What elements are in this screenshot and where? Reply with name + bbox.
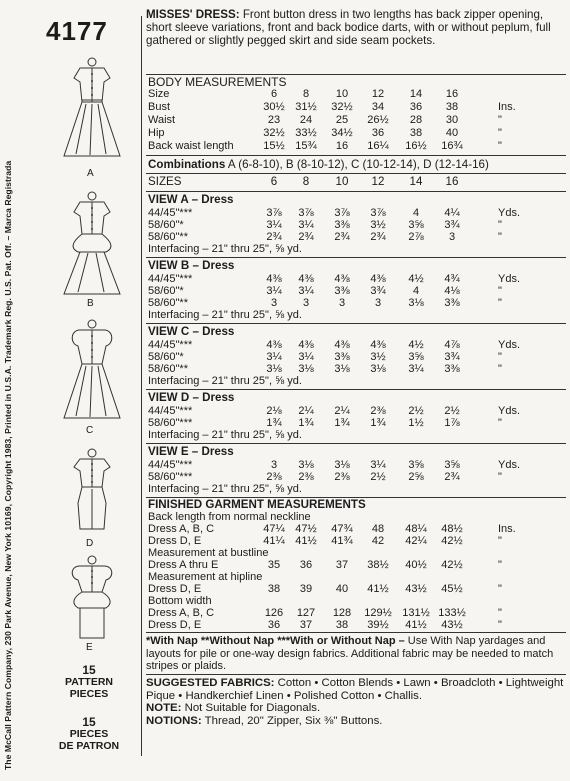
cell-size-5: 2⅞ [408, 231, 424, 243]
cell-size-5: 4 [412, 285, 420, 297]
unit-label: " [498, 583, 502, 595]
cell-size-4: 12 [371, 88, 385, 100]
cell-size-1: 1¾ [266, 417, 282, 429]
body-row-size [146, 88, 566, 100]
cell-size-1: 15½ [263, 140, 285, 152]
row-label: Hip [148, 127, 165, 139]
interfacing-note: Interfacing – 21" thru 25", ⅝ yd. [148, 375, 302, 387]
copyright-text: The McCall Pattern Company, 230 Park Avenue, New York 10169, Copyright 1983, Printed in U.S.A. Trademark Reg. U.S. Pat. Off. – Marca Registrada [3, 160, 13, 770]
cell-size-4: 2½ [370, 471, 386, 483]
cell-size-6: 133½ [438, 607, 466, 619]
cell-size-2: 33½ [295, 127, 317, 139]
cell-size-2: 3¼ [298, 351, 314, 363]
cell-size-1: 2⅜ [266, 471, 282, 483]
yardage-row [146, 459, 566, 471]
cell-size-1: 2¾ [266, 231, 282, 243]
nap-explanation: Use With Nap yardages and layouts for pile or one-way design fabrics. Additional fabric may be needed to match stripes or plaids. [146, 635, 554, 672]
cell-size-5: 38 [409, 127, 423, 139]
finished-row [146, 535, 566, 547]
cell-size-2: 127 [296, 607, 316, 619]
notions-label: NOTIONS: [146, 714, 202, 727]
cell-size-4: 2¾ [370, 231, 386, 243]
either-nap-label: ***With or Without Nap – [277, 635, 405, 647]
cell-size-6: 40 [445, 127, 459, 139]
row-label: 44/45"*** [148, 459, 193, 471]
size-8: 8 [302, 175, 310, 188]
cell-size-4: 16¼ [367, 140, 389, 152]
row-label: Back waist length [148, 140, 234, 152]
divider-line [146, 443, 566, 444]
row-label: Dress D, E [148, 535, 202, 547]
unit-label: Yds. [498, 405, 521, 417]
body-measurements-title: BODY MEASUREMENTS [148, 75, 287, 89]
cell-size-6: 3 [448, 231, 456, 243]
unit-label: " [498, 285, 502, 297]
cell-size-4: 3½ [370, 219, 386, 231]
row-label: 58/60"*** [148, 471, 193, 483]
cell-size-6: 4⅛ [444, 285, 460, 297]
row-label: 58/60"* [148, 285, 184, 297]
without-nap-label: **Without Nap [200, 635, 275, 647]
cell-size-4: 3 [374, 297, 382, 309]
finished-subheading: Measurement at hipline [148, 571, 263, 583]
cell-size-6: 4¼ [444, 207, 460, 219]
cell-size-3: 3⅛ [334, 459, 350, 471]
cell-size-2: 15¾ [295, 140, 317, 152]
cell-size-2: 4⅜ [298, 273, 314, 285]
cell-size-2: 36 [299, 559, 313, 571]
row-label: Dress A, B, C [148, 523, 215, 535]
interfacing-note: Interfacing – 21" thru 25", ⅝ yd. [148, 309, 302, 321]
finished-row [146, 619, 566, 631]
row-label: Size [148, 88, 170, 100]
combinations-line [148, 158, 489, 171]
note-text: Not Suitable for Diagonals. [184, 702, 321, 714]
unit-label: " [498, 231, 502, 243]
interfacing-note: Interfacing – 21" thru 25", ⅝ yd. [148, 483, 302, 495]
unit-label: " [498, 140, 502, 152]
cell-size-1: 2⅛ [266, 405, 282, 417]
finished-measurements-title: FINISHED GARMENT MEASUREMENTS [148, 498, 366, 511]
cell-size-5: 16½ [405, 140, 427, 152]
unit-label: " [498, 471, 502, 483]
row-label: Dress D, E [148, 583, 202, 595]
cell-size-6: 42½ [441, 559, 463, 571]
combinations-label: Combinations [148, 158, 226, 171]
cell-size-4: 3¾ [370, 285, 386, 297]
cell-size-4: 38½ [367, 559, 389, 571]
view-b-sketch [52, 190, 132, 302]
cell-size-1: 23 [267, 114, 281, 126]
unit-label: " [498, 363, 502, 375]
finished-subheading: Back length from normal neckline [148, 511, 311, 523]
unit-label: Yds. [498, 339, 521, 351]
cell-size-2: 2¾ [298, 231, 314, 243]
unit-label: " [498, 127, 502, 139]
row-label: 44/45"*** [148, 405, 193, 417]
row-label: 44/45"*** [148, 207, 193, 219]
unit-label: Yds. [498, 459, 521, 471]
cell-size-6: 3⅜ [444, 363, 460, 375]
cell-size-5: 4½ [408, 339, 424, 351]
cell-size-1: 3¼ [266, 219, 282, 231]
cell-size-3: 25 [335, 114, 349, 126]
row-label: 58/60"* [148, 219, 184, 231]
cell-size-4: 26½ [367, 114, 389, 126]
row-label: Dress D, E [148, 619, 202, 631]
cell-size-4: 3½ [370, 351, 386, 363]
unit-label: " [498, 114, 502, 126]
unit-label: " [498, 559, 502, 571]
view-e-sketch [52, 554, 132, 644]
cell-size-4: 4⅜ [370, 339, 386, 351]
cell-size-6: 3⅝ [444, 459, 460, 471]
cell-size-5: 48¼ [405, 523, 427, 535]
cell-size-6: 16¾ [441, 140, 463, 152]
unit-label: " [498, 607, 502, 619]
cell-size-1: 3¼ [266, 351, 282, 363]
cell-size-4: 48 [371, 523, 385, 535]
yardage-row [146, 219, 566, 231]
cell-size-5: 4½ [408, 273, 424, 285]
divider-line [146, 323, 566, 324]
cell-size-3: 34½ [331, 127, 353, 139]
cell-size-1: 3⅛ [266, 363, 282, 375]
cell-size-6: 43½ [441, 619, 463, 631]
cell-size-3: 4⅜ [334, 273, 350, 285]
cell-size-2: 39 [299, 583, 313, 595]
pieces-fr-line-1: PIECES [69, 728, 109, 740]
cell-size-1: 3 [270, 297, 278, 309]
cell-size-6: 45½ [441, 583, 463, 595]
cell-size-2: 3⅛ [298, 459, 314, 471]
cell-size-1: 126 [264, 607, 284, 619]
unit-label: Ins. [498, 523, 516, 535]
yardage-row [146, 471, 566, 483]
yardage-row [146, 339, 566, 351]
cell-size-4: 3¼ [370, 459, 386, 471]
cell-size-2: 31½ [295, 101, 317, 113]
cell-size-4: 3⅛ [370, 363, 386, 375]
cell-size-1: 35 [267, 559, 281, 571]
nap-legend [146, 635, 566, 673]
body-row-bust [146, 101, 566, 113]
row-label: 58/60"* [148, 351, 184, 363]
pattern-number: 4177 [46, 16, 108, 46]
cell-size-2: 3⅛ [298, 363, 314, 375]
cell-size-3: 3⅞ [334, 207, 350, 219]
cell-size-1: 6 [270, 88, 278, 100]
cell-size-5: 42¼ [405, 535, 427, 547]
cell-size-2: 24 [299, 114, 313, 126]
sizes-label: SIZES [148, 175, 182, 188]
divider-line [146, 674, 566, 675]
pattern-pieces-english [34, 664, 144, 700]
fabrics-label: SUGGESTED FABRICS: [146, 677, 275, 689]
row-label: 58/60"** [148, 231, 188, 243]
row-label: 58/60"*** [148, 417, 193, 429]
pattern-pieces-french [34, 716, 144, 752]
cell-size-3: 41¾ [331, 535, 353, 547]
cell-size-1: 38 [267, 583, 281, 595]
note-label: NOTE: [146, 702, 182, 714]
cell-size-5: 14 [409, 88, 423, 100]
cell-size-6: 1⅞ [444, 417, 460, 429]
divider-line [146, 632, 566, 633]
interfacing-note: Interfacing – 21" thru 25", ⅝ yd. [148, 243, 302, 255]
yardage-row [146, 417, 566, 429]
cell-size-5: 2½ [408, 405, 424, 417]
row-label: Waist [148, 114, 176, 126]
finished-row [146, 559, 566, 571]
fabrics-list: Cotton • Cotton Blends • Lawn • Broadcloth • Lightweight Pique • Handkerchief Linen • Polished Cotton • Challis. [146, 677, 564, 702]
cell-size-5: 3⅛ [408, 297, 424, 309]
suggested-fabrics [146, 677, 566, 727]
cell-size-1: 3⅞ [266, 207, 282, 219]
finished-subheading: Measurement at bustline [148, 547, 269, 559]
view-d-yardage-title: VIEW D – Dress [148, 391, 235, 404]
yardage-row [146, 351, 566, 363]
cell-size-6: 2½ [444, 405, 460, 417]
row-label: Dress A thru E [148, 559, 219, 571]
cell-size-1: 36 [267, 619, 281, 631]
unit-label: " [498, 535, 502, 547]
cell-size-2: 37 [299, 619, 313, 631]
cell-size-4: 129½ [364, 607, 392, 619]
cell-size-2: 3 [302, 297, 310, 309]
unit-label: " [498, 219, 502, 231]
view-d-sketch [52, 447, 132, 535]
finished-row [146, 523, 566, 535]
cell-size-1: 3¼ [266, 285, 282, 297]
cell-size-1: 30½ [263, 101, 285, 113]
pieces-line-1: PATTERN [64, 676, 114, 688]
cell-size-2: 3¼ [298, 285, 314, 297]
cell-size-2: 47½ [295, 523, 317, 535]
view-c-label: C [86, 425, 94, 436]
cell-size-6: 3¾ [444, 351, 460, 363]
cell-size-3: 38 [335, 619, 349, 631]
cell-size-3: 2¾ [334, 231, 350, 243]
pieces-fr-count: 15 [82, 715, 96, 729]
cell-size-1: 3 [270, 459, 278, 471]
view-e-yardage-title: VIEW E – Dress [148, 445, 234, 458]
view-d-label: D [86, 538, 94, 549]
cell-size-5: 131½ [402, 607, 430, 619]
unit-label: Yds. [498, 207, 521, 219]
size-14: 14 [409, 175, 423, 188]
cell-size-4: 39½ [367, 619, 389, 631]
copyright-strip [3, 0, 17, 781]
size-12: 12 [371, 175, 385, 188]
cell-size-6: 4⅞ [444, 339, 460, 351]
interfacing-note: Interfacing – 21" thru 25", ⅝ yd. [148, 429, 302, 441]
cell-size-6: 3¾ [444, 219, 460, 231]
divider-line [146, 191, 566, 192]
cell-size-5: 3⅝ [408, 351, 424, 363]
cell-size-2: 3⅞ [298, 207, 314, 219]
view-b-yardage-title: VIEW B – Dress [148, 259, 235, 272]
divider-line [146, 257, 566, 258]
cell-size-3: 1¾ [334, 417, 350, 429]
cell-size-3: 3⅜ [334, 351, 350, 363]
body-row-hip [146, 127, 566, 139]
yardage-row [146, 405, 566, 417]
row-label: 58/60"** [148, 297, 188, 309]
cell-size-5: 43½ [405, 583, 427, 595]
cell-size-6: 2¾ [444, 471, 460, 483]
cell-size-3: 2¼ [334, 405, 350, 417]
cell-size-5: 4 [412, 207, 420, 219]
cell-size-3: 4⅜ [334, 339, 350, 351]
yardage-row [146, 285, 566, 297]
cell-size-1: 4⅜ [266, 339, 282, 351]
cell-size-6: 38 [445, 101, 459, 113]
cell-size-3: 2⅜ [334, 471, 350, 483]
cell-size-3: 3 [338, 297, 346, 309]
pieces-count: 15 [82, 663, 96, 677]
yardage-row [146, 297, 566, 309]
cell-size-3: 3⅜ [334, 285, 350, 297]
cell-size-4: 41½ [367, 583, 389, 595]
view-c-yardage-title: VIEW C – Dress [148, 325, 235, 338]
view-c-sketch [52, 318, 132, 428]
sizes-row [146, 176, 566, 188]
size-10: 10 [335, 175, 349, 188]
cell-size-3: 40 [335, 583, 349, 595]
cell-size-6: 4¾ [444, 273, 460, 285]
cell-size-4: 3⅞ [370, 207, 386, 219]
yardage-row [146, 231, 566, 243]
description-title: MISSES' DRESS: [146, 8, 240, 21]
cell-size-4: 4⅜ [370, 273, 386, 285]
row-label: Bust [148, 101, 171, 113]
cell-size-3: 3⅛ [334, 363, 350, 375]
view-a-yardage-title: VIEW A – Dress [148, 193, 234, 206]
cell-size-5: 28 [409, 114, 423, 126]
row-label: 44/45"*** [148, 339, 193, 351]
cell-size-3: 128 [332, 607, 352, 619]
pieces-line-2: PIECES [69, 688, 109, 700]
unit-label: " [498, 297, 502, 309]
finished-row [146, 583, 566, 595]
cell-size-5: 3⅝ [408, 459, 424, 471]
cell-size-2: 41½ [295, 535, 317, 547]
unit-label: " [498, 619, 502, 631]
unit-label: " [498, 351, 502, 363]
row-label: 58/60"** [148, 363, 188, 375]
divider-line [146, 155, 566, 156]
cell-size-6: 48½ [441, 523, 463, 535]
cell-size-4: 34 [371, 101, 385, 113]
combinations-text: A (6-8-10), B (8-10-12), C (10-12-14), D (12-14-16) [227, 158, 489, 171]
divider-line [146, 173, 566, 174]
view-e-label: E [86, 642, 93, 653]
cell-size-4: 42 [371, 535, 385, 547]
cell-size-2: 2⅜ [298, 471, 314, 483]
body-row-waist [146, 114, 566, 126]
cell-size-5: 1½ [408, 417, 424, 429]
cell-size-4: 2⅜ [370, 405, 386, 417]
cell-size-2: 1¾ [298, 417, 314, 429]
description-text: Front button dress in two lengths has back zipper opening, short sleeve variations, front and back bodice darts, with or without peplum, full gathered or slightly pegged skirt and side seam pockets. [146, 8, 551, 47]
column-divider [141, 16, 142, 756]
view-a-label: A [87, 168, 94, 179]
cell-size-6: 16 [445, 88, 459, 100]
yardage-row [146, 363, 566, 375]
pieces-fr-line-2: DE PATRON [58, 740, 120, 752]
cell-size-4: 1¾ [370, 417, 386, 429]
cell-size-3: 47¾ [331, 523, 353, 535]
row-label: Dress A, B, C [148, 607, 215, 619]
cell-size-1: 41¼ [263, 535, 285, 547]
cell-size-5: 40½ [405, 559, 427, 571]
cell-size-3: 32½ [331, 101, 353, 113]
unit-label: " [498, 417, 502, 429]
finished-row [146, 607, 566, 619]
cell-size-3: 37 [335, 559, 349, 571]
yardage-row [146, 273, 566, 285]
cell-size-5: 2⅝ [408, 471, 424, 483]
cell-size-5: 3¼ [408, 363, 424, 375]
cell-size-2: 4⅜ [298, 339, 314, 351]
row-label: 44/45"*** [148, 273, 193, 285]
yardage-row [146, 207, 566, 219]
body-row-back-waist-length [146, 140, 566, 152]
cell-size-4: 36 [371, 127, 385, 139]
cell-size-6: 42½ [441, 535, 463, 547]
cell-size-2: 8 [302, 88, 310, 100]
unit-label: Ins. [498, 101, 516, 113]
view-a-sketch [52, 56, 132, 168]
cell-size-6: 30 [445, 114, 459, 126]
pattern-description [146, 8, 564, 47]
cell-size-2: 2¼ [298, 405, 314, 417]
divider-line [146, 389, 566, 390]
cell-size-5: 3⅝ [408, 219, 424, 231]
cell-size-1: 47¼ [263, 523, 285, 535]
cell-size-5: 41½ [405, 619, 427, 631]
with-nap-label: *With Nap [146, 635, 198, 647]
cell-size-1: 4⅜ [266, 273, 282, 285]
cell-size-1: 32½ [263, 127, 285, 139]
size-6: 6 [270, 175, 278, 188]
notions-text: Thread, 20" Zipper, Six ⅜" Buttons. [204, 714, 383, 727]
view-b-label: B [87, 298, 94, 309]
cell-size-3: 16 [335, 140, 349, 152]
finished-subheading: Bottom width [148, 595, 212, 607]
size-16: 16 [445, 175, 459, 188]
cell-size-3: 10 [335, 88, 349, 100]
unit-label: Yds. [498, 273, 521, 285]
cell-size-2: 3¼ [298, 219, 314, 231]
cell-size-5: 36 [409, 101, 423, 113]
cell-size-3: 3⅜ [334, 219, 350, 231]
cell-size-6: 3⅜ [444, 297, 460, 309]
